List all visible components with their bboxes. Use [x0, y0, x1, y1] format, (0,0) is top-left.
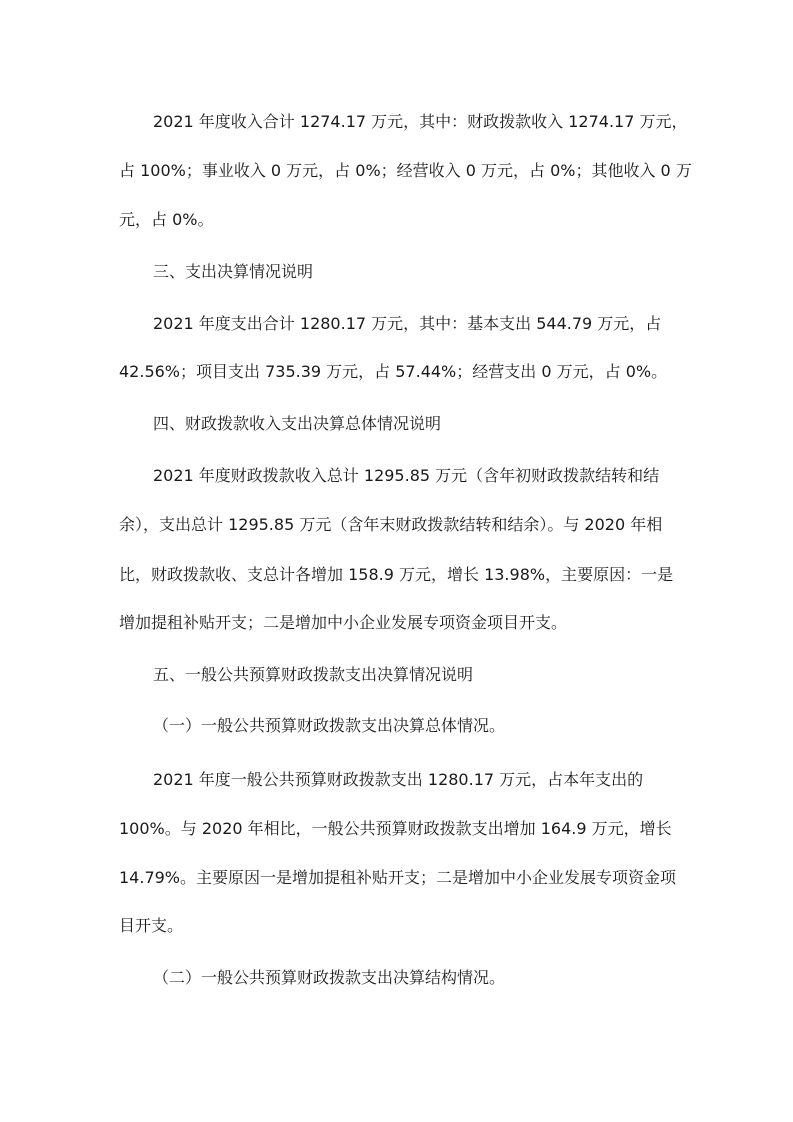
general-budget-paragraph-line-2: 100%。与 2020 年相比，一般公共预算财政拨款支出增加 164.9 万元，增长 [119, 819, 672, 838]
fiscal-overall-paragraph-line-4: 增加提租补贴开支；二是增加中小企业发展专项资金项目开支。 [119, 613, 568, 632]
general-budget-paragraph-line-3: 14.79%。主要原因一是增加提租补贴开支；二是增加中小企业发展专项资金项 [119, 868, 677, 887]
subsection-2-heading: （二）一般公共预算财政拨款支出决算结构情况。 [153, 968, 506, 987]
general-budget-paragraph-line-1: 2021 年度一般公共预算财政拨款支出 1280.17 万元，占本年支出的 [153, 770, 644, 789]
general-budget-paragraph-line-4: 目开支。 [119, 916, 184, 935]
expenditure-paragraph-line-2: 42.56%；项目支出 735.39 万元，占 57.44%；经营支出 0 万元，占 0%。 [119, 362, 668, 381]
section-3-heading: 三、支出决算情况说明 [153, 262, 314, 281]
income-paragraph-line-3: 元，占 0%。 [119, 210, 214, 229]
section-4-heading: 四、财政拨款收入支出决算总体情况说明 [153, 414, 442, 433]
expenditure-paragraph-line-1: 2021 年度支出合计 1280.17 万元，其中：基本支出 544.79 万元，占 [153, 314, 662, 333]
section-5-heading: 五、一般公共预算财政拨款支出决算情况说明 [153, 665, 474, 684]
income-paragraph-line-2: 占 100%；事业收入 0 万元，占 0%；经营收入 0 万元，占 0%；其他收入 0 万 [119, 161, 692, 180]
income-paragraph-line-1: 2021 年度收入合计 1274.17 万元，其中：财政拨款收入 1274.17 万元， [153, 112, 688, 131]
fiscal-overall-paragraph-line-2: 余），支出总计 1295.85 万元（含年末财政拨款结转和结余）。与 2020 年相 [119, 515, 663, 534]
fiscal-overall-paragraph-line-1: 2021 年度财政拨款收入总计 1295.85 万元（含年初财政拨款结转和结 [153, 466, 660, 485]
fiscal-overall-paragraph-line-3: 比，财政拨款收、支总计各增加 158.9 万元，增长 13.98%，主要原因：一是 [119, 565, 674, 584]
subsection-1-heading: （一）一般公共预算财政拨款支出决算总体情况。 [153, 716, 506, 735]
